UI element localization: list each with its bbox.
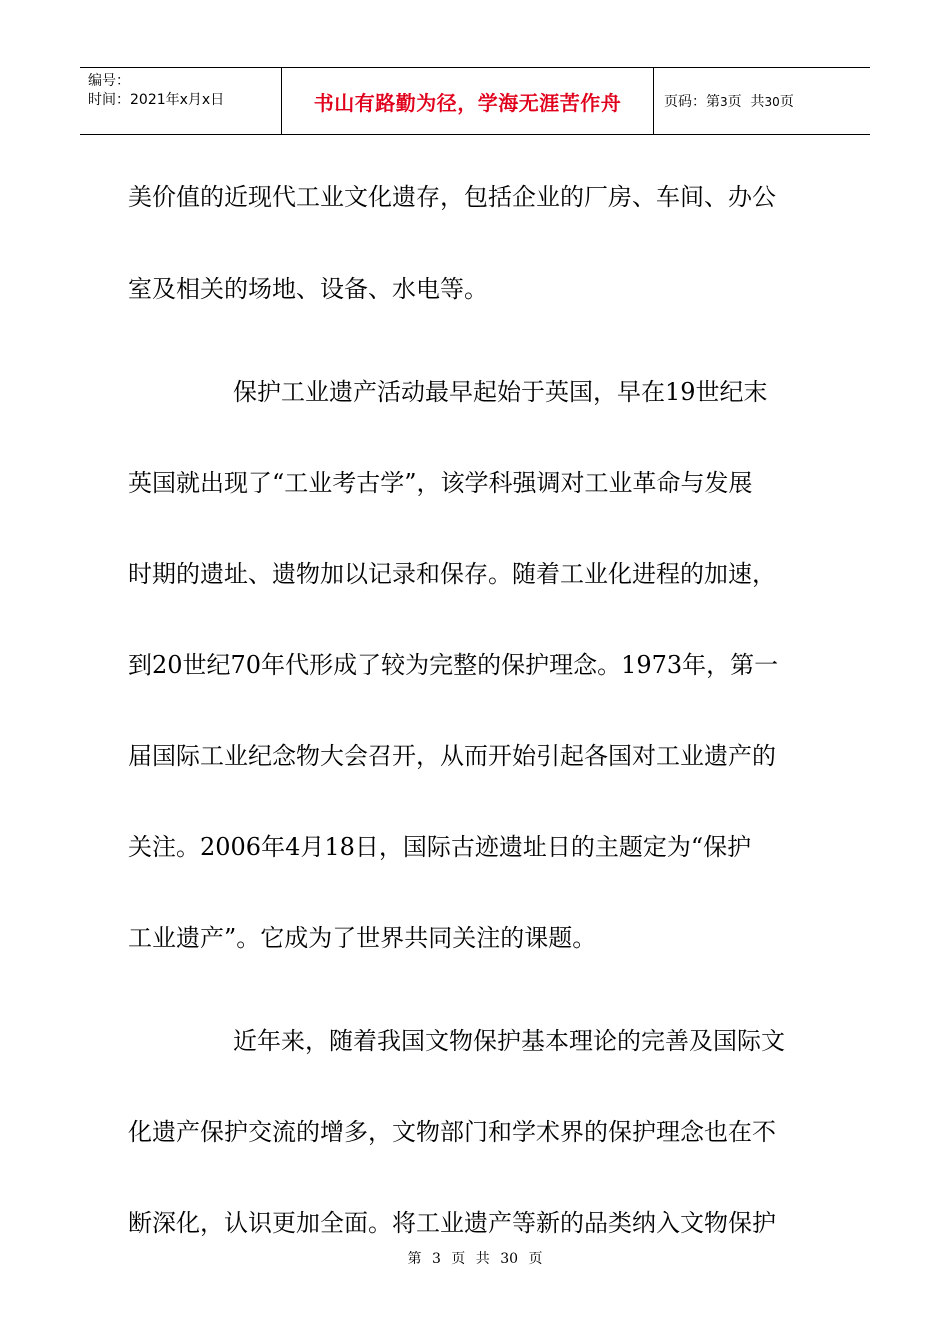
body-line: 室及相关的场地、设备、水电等。 bbox=[128, 275, 488, 303]
page-current: 3 bbox=[720, 95, 728, 109]
body-line: 届国际工业纪念物大会召开，从而开始引起各国对工业遗产的 bbox=[128, 742, 776, 770]
body-line: 化遗产保护交流的增多，文物部门和学术界的保护理念也在不 bbox=[128, 1118, 776, 1146]
body-line: 美价值的近现代工业文化遗存，包括企业的厂房、车间、办公 bbox=[128, 183, 776, 211]
page-suffix: 页 bbox=[779, 94, 794, 110]
page-prefix: 页码：第 bbox=[664, 94, 720, 110]
body-line: 到20世纪70年代形成了较为完整的保护理念。1973年，第一 bbox=[128, 651, 779, 679]
page-header bbox=[80, 67, 870, 135]
page-middle: 页 共 bbox=[727, 94, 765, 110]
body-line: 英国就出现了“工业考古学”，该学科强调对工业革命与发展 bbox=[128, 469, 753, 497]
page-total: 30 bbox=[764, 95, 780, 109]
header-page-info bbox=[654, 68, 870, 134]
body-line: 断深化，认识更加全面。将工业遗产等新的品类纳入文物保护 bbox=[128, 1209, 776, 1237]
document-number-label: 编号： bbox=[88, 73, 130, 89]
body-line: 关注。2006年4月18日，国际古迹遗址日的主题定为“保护 bbox=[128, 833, 752, 861]
header-motto: 书山有路勤为径，学海无涯苦作舟 bbox=[313, 90, 622, 115]
header-meta bbox=[80, 68, 282, 134]
page-number-info bbox=[664, 91, 794, 111]
body-line: 时期的遗址、遗物加以记录和保存。随着工业化进程的加速， bbox=[128, 560, 776, 588]
document-date: 时间：2021年x月x日 bbox=[88, 92, 225, 108]
paragraph-start-line: 近年来，随着我国文物保护基本理论的完善及国际文 bbox=[233, 1027, 785, 1055]
body-line: 工业遗产”。它成为了世界共同关注的课题。 bbox=[128, 924, 597, 952]
paragraph-start-line: 保护工业遗产活动最早起始于英国，早在19世纪末 bbox=[233, 378, 768, 406]
header-motto-cell bbox=[282, 68, 654, 134]
page-footer: 第 3 页 共 30 页 bbox=[407, 1251, 543, 1267]
